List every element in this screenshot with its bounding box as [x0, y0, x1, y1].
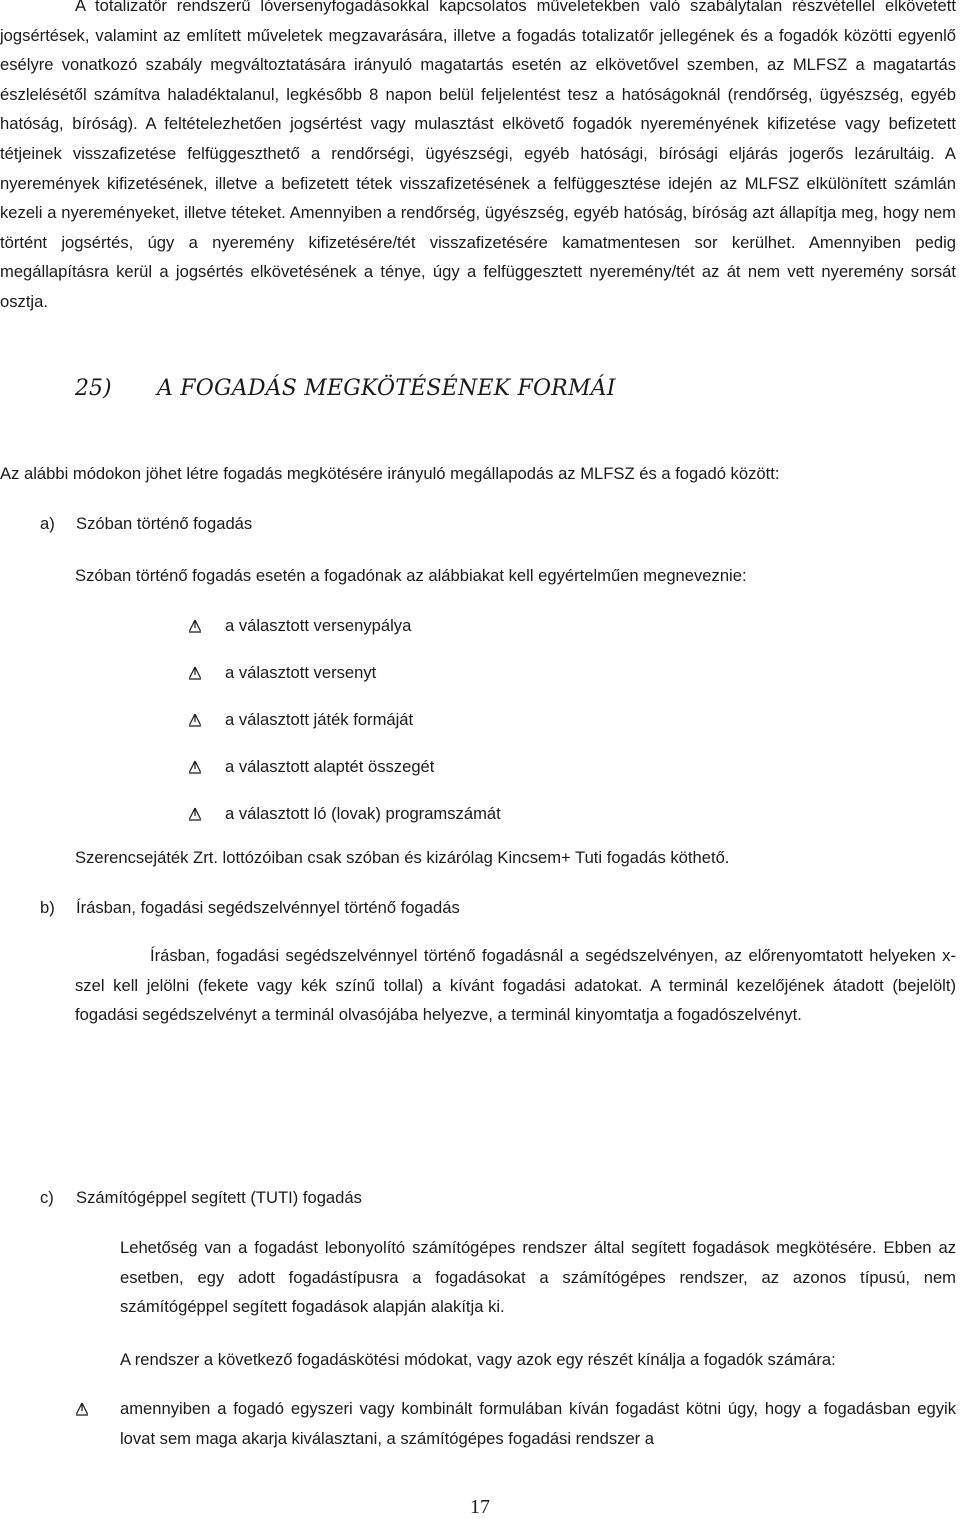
- item-a-heading: [40, 512, 252, 536]
- page-number: 17: [470, 1496, 490, 1518]
- list-item-text: a választott versenypálya: [225, 616, 412, 635]
- intro-paragraph: A totalizatőr rendszerű lóversenyfogadásokkal kapcsolatos műveletekben való szabálytalan részvétellel elkövetett jogsértések, valamint az említett műveletek megzavarására, illetve a fogadás totalizatőr jellegének és a fogadók közötti egyenlő esélyre vonatkozó szabály megváltoztatására irányuló magatartás esetén az elkövetővel szemben, az MLFSZ a magatartás észlelésétől számítva haladéktalanul, legkésőbb 8 napon belül feljelentést tesz a hatóságoknál (rendőrség, ügyészség, egyéb hatóság, bíróság). A feltételezhetően jogsértést vagy mulasztást elkövető fogadók nyereményének kifizetése vagy befizetett tétjeinek visszafizetése felfüggeszthető a rendőrségi, ügyészségi, egyéb hatósági, bírósági eljárás jogerős lezárultáig. A nyeremények kifizetésének, illetve a befizetett tétek visszafizetésének a felfüggesztése idején az MLFSZ elkülönített számlán kezeli a nyereményeket, illetve téteket. Amennyiben a rendőrség, ügyészség, egyéb hatóság, bíróság azt állapítja meg, hogy nem történt jogsértés, úgy a nyeremény kifizetésére/tét visszafizetésére kamatmentesen sor kerülhet. Amennyiben pedig megállapításra kerül a jogsértés elkövetésének a ténye, úgy a felfüggesztett nyeremény/tét az át nem vett nyeremény sorsát osztja.: [0, 0, 956, 311]
- section-title: A FOGADÁS MEGKÖTÉSÉNEK FORMÁI: [157, 376, 616, 401]
- item-b-heading: [40, 896, 460, 920]
- pointing-star-bullet-icon: [188, 710, 202, 724]
- item-b-paragraph: Írásban, fogadási segédszelvénnyel történő fogadásnál a segédszelvényen, az előrenyomtatott helyeken x-szel kell jelölni (fekete vagy kék színű tollal) a kívánt fogadási adatokat. A terminál kezelőjének átadott (bejelölt) fogadási segédszelvényt a terminál olvasójába helyezve, a terminál kinyomtatja a fogadószelvényt.: [75, 946, 956, 1025]
- item-c-title: Számítógéppel segített (TUTI) fogadás: [76, 1188, 362, 1207]
- list-item-text: a választott versenyt: [225, 663, 377, 682]
- section-number: 25): [75, 376, 112, 401]
- item-a-marker: a): [40, 514, 55, 533]
- item-a-lead: Szóban történő fogadás esetén a fogadónak az alábbiakat kell egyértelműen megneveznie:: [75, 566, 747, 585]
- item-c-paragraph: Lehetőség van a fogadást lebonyolító számítógépes rendszer által segített fogadások megkötésére. Ebben az esetben, egy adott fogadástípusra a fogadásokat a számítógépes rendszer, az azonos típusú, nem számítógéppel segített fogadások alapján alakítja ki.: [120, 1238, 956, 1317]
- pointing-star-bullet-icon: [188, 804, 202, 818]
- pointing-star-bullet-icon: [75, 1401, 89, 1415]
- pointing-star-bullet-icon: [188, 757, 202, 771]
- list-item-text: a választott játék formáját: [225, 710, 414, 729]
- section-intro: Az alábbi módokon jöhet létre fogadás megkötésére irányuló megállapodás az MLFSZ és a fogadó között:: [0, 464, 780, 483]
- pointing-star-bullet-icon: [188, 616, 202, 630]
- list-item-text: a választott alaptét összegét: [225, 757, 435, 776]
- list-item-text: amennyiben a fogadó egyszeri vagy kombinált formulában kíván fogadást kötni úgy, hogy a fogadásban egyik lovat sem maga akarja kiválasztani, a számítógépes fogadási rendszer a: [120, 1399, 956, 1448]
- list-item-text: a választott ló (lovak) programszámát: [225, 804, 501, 823]
- item-a-title: Szóban történő fogadás: [76, 514, 253, 533]
- pointing-star-bullet-icon: [188, 663, 202, 677]
- item-c-heading: [40, 1186, 362, 1210]
- item-b-title: Írásban, fogadási segédszelvénnyel történő fogadás: [76, 898, 460, 917]
- item-b-marker: b): [40, 898, 55, 917]
- section-heading: [75, 376, 616, 401]
- item-a-note: Szerencsejáték Zrt. lottózóiban csak szóban és kizárólag Kincsem+ Tuti fogadás köthető.: [75, 848, 730, 867]
- item-c-marker: c): [40, 1188, 54, 1207]
- item-c-lead: A rendszer a következő fogadáskötési módokat, vagy azok egy részét kínálja a fogadók számára:: [120, 1350, 836, 1369]
